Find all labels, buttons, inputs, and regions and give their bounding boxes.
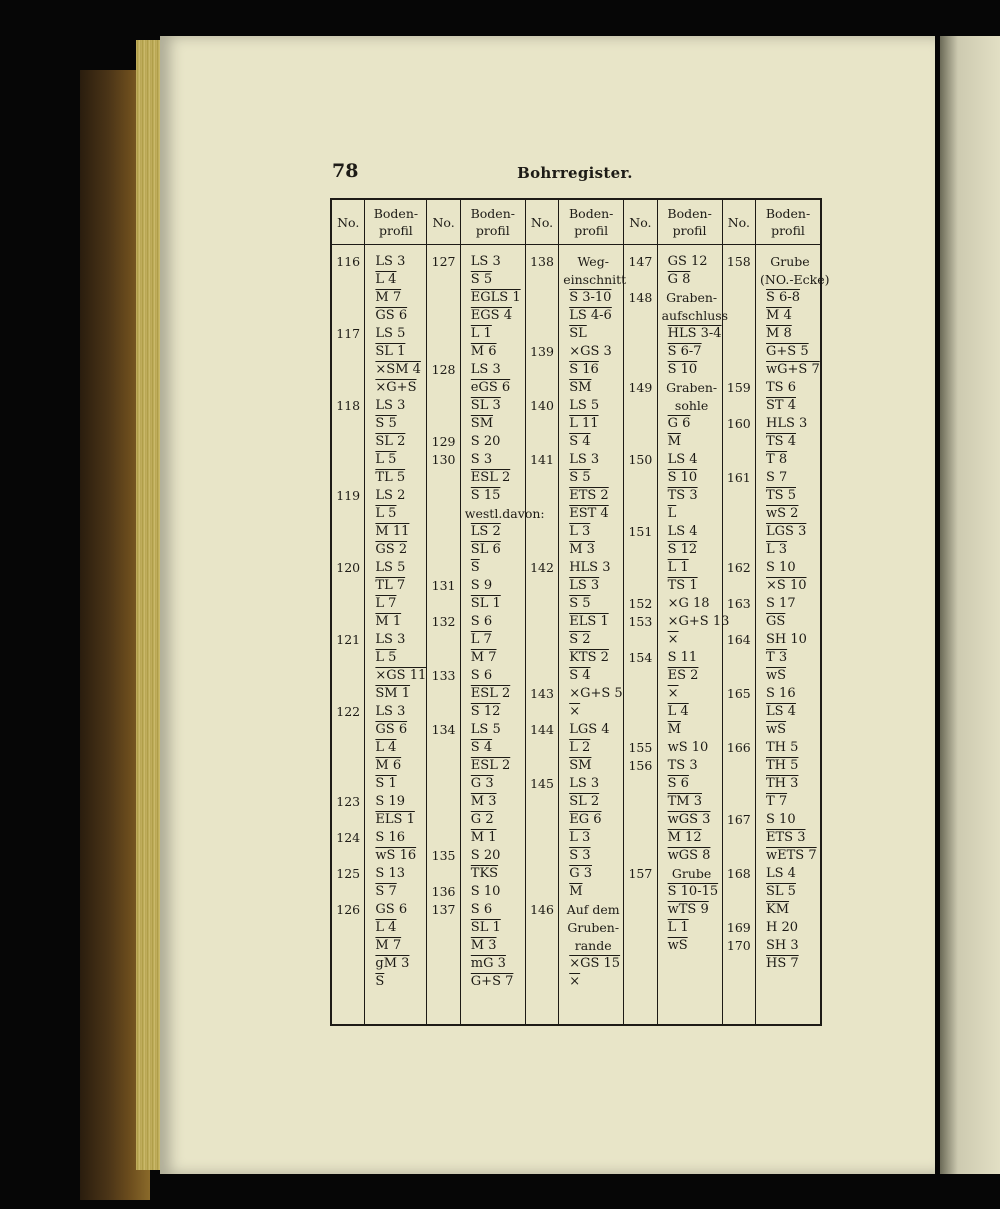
- profile-line: L 4: [667, 704, 689, 719]
- profile-line: EGS 4: [470, 308, 512, 323]
- profile-line: ST 4: [766, 398, 796, 413]
- profile-line: GS 2: [375, 542, 408, 557]
- profile-line: S 4: [470, 740, 493, 755]
- profile-line: SL 3: [470, 398, 501, 413]
- entry-number: 121: [336, 632, 361, 647]
- profile-line: ×: [667, 686, 679, 701]
- profile-line: wGS 8: [667, 848, 711, 863]
- profile-line: S 6: [470, 902, 493, 917]
- entry-number: 133: [431, 668, 456, 683]
- profile-line: $\overline{wS}$: [667, 938, 688, 953]
- profile-line: LS 3: [569, 578, 600, 593]
- profile-line: Grube: [770, 254, 810, 269]
- profile-line: S 10-15: [667, 884, 719, 899]
- profile-line: HLS 3-4: [667, 326, 722, 341]
- entry-number: 139: [530, 344, 554, 359]
- profile-line: LGS 3: [766, 524, 807, 539]
- profile-line: S 20: [470, 434, 501, 449]
- profile-line: S 16: [375, 830, 405, 845]
- entry-number: 135: [431, 848, 456, 863]
- entry-number: 160: [726, 416, 751, 431]
- profile-line: SL 1: [375, 344, 406, 359]
- number-column-header: No.: [526, 200, 558, 245]
- profile-line: S 16: [569, 362, 599, 377]
- profile-line: GS 12: [667, 254, 708, 269]
- profile-line: M 6: [470, 344, 497, 359]
- profile-line: $\overline{L}$: [667, 506, 677, 521]
- profile-line: L 3: [569, 830, 591, 845]
- profile-line: LS 3: [470, 254, 501, 269]
- profile-line: $\overline{SM}$: [569, 380, 592, 395]
- profile-line: S 15: [470, 488, 501, 503]
- profile-line: SM 1: [375, 686, 411, 701]
- profile-line: LS 5: [375, 326, 406, 341]
- profile-line: sohle: [674, 398, 709, 413]
- profile-line: S 10: [766, 560, 796, 575]
- profile-line: Auf dem: [566, 902, 620, 917]
- number-column-header: No.: [332, 200, 364, 245]
- profile-line: $\overline{SM}$: [569, 758, 592, 773]
- entry-number: 162: [726, 560, 751, 575]
- entry-number: 158: [726, 254, 751, 269]
- profile-line: SL 5: [766, 884, 796, 899]
- entry-number: 154: [628, 650, 653, 665]
- profile-line: LS 4: [766, 704, 796, 719]
- profile-line: L 4: [375, 740, 397, 755]
- number-column: [723, 200, 756, 1024]
- entry-number: 132: [431, 614, 456, 629]
- entry-number: 123: [336, 794, 361, 809]
- profile-line: M 6: [375, 758, 402, 773]
- profile-line: T 3: [766, 650, 788, 665]
- profile-line: S 7: [766, 470, 788, 485]
- profile-line: eGS 6: [470, 380, 511, 395]
- profile-line: LS 3: [375, 398, 406, 413]
- number-column-header: No.: [723, 200, 755, 245]
- profile-line: TS 3: [667, 488, 698, 503]
- entry-number: 151: [628, 524, 653, 539]
- profile-line: Graben-: [666, 290, 718, 305]
- profile-line: LS 2: [470, 524, 501, 539]
- profile-line: S 5: [470, 272, 493, 287]
- entry-number: 128: [431, 362, 456, 377]
- number-column: [427, 200, 460, 1024]
- profile-line: L 1: [667, 920, 689, 935]
- profile-line: M 3: [569, 542, 595, 557]
- entry-number: 119: [336, 488, 361, 503]
- profile-line: M 7: [470, 650, 497, 665]
- entry-number: 118: [336, 398, 361, 413]
- profile-line: LS 3: [569, 776, 600, 791]
- entry-number: 134: [431, 722, 456, 737]
- profile-column: [658, 200, 730, 1024]
- profile-line: TL 5: [375, 470, 406, 485]
- entry-number: 168: [726, 866, 751, 881]
- profile-line: ×S 10: [766, 578, 807, 593]
- number-column-header: No.: [624, 200, 656, 245]
- profile-line: LS 2: [375, 488, 406, 503]
- profile-line: S 13: [375, 866, 405, 881]
- profile-line: ELS 1: [569, 614, 609, 629]
- profile-line: M 7: [375, 938, 402, 953]
- number-column: [624, 200, 657, 1024]
- profile-line: Weg-: [577, 254, 609, 269]
- profile-line: GS 6: [375, 902, 408, 917]
- page-stack: [136, 40, 162, 1170]
- profile-line: TS 5: [766, 488, 796, 503]
- profile-line: ETS 3: [766, 830, 806, 845]
- profile-line: M 4: [766, 308, 792, 323]
- entry-number: 137: [431, 902, 456, 917]
- profile-line: $\overline{wS}$: [766, 668, 787, 683]
- profile-line: ×GS 15: [569, 956, 621, 971]
- bohrregister-table: [330, 198, 830, 1026]
- profile-line: SL 1: [470, 920, 501, 935]
- profile-line: T 8: [766, 452, 788, 467]
- profile-line: M 3: [470, 938, 497, 953]
- entry-number: 164: [726, 632, 751, 647]
- profile-line: gM 3: [375, 956, 410, 971]
- number-column-header: No.: [427, 200, 459, 245]
- profile-line: L 2: [569, 740, 591, 755]
- profile-line: EST 4: [569, 506, 609, 521]
- profile-line: S 9: [470, 578, 493, 593]
- profile-line: S 6: [470, 614, 493, 629]
- profile-line: ×GS 3: [569, 344, 612, 359]
- entry-number: 131: [431, 578, 456, 593]
- profile-column-header: Boden- profil: [461, 200, 525, 245]
- profile-line: L 4: [375, 920, 397, 935]
- profile-line: TS 3: [667, 758, 698, 773]
- profile-line: EG 6: [569, 812, 602, 827]
- profile-line: HLS 3: [766, 416, 808, 431]
- profile-line: TS 6: [766, 380, 796, 395]
- entry-number: 136: [431, 884, 456, 899]
- entry-number: 170: [726, 938, 751, 953]
- entry-number: 167: [726, 812, 751, 827]
- profile-line: S 4: [569, 668, 591, 683]
- profile-line: TL 7: [375, 578, 406, 593]
- profile-line: S 3-10: [569, 290, 612, 305]
- profile-line: TH 3: [766, 776, 799, 791]
- entry-number: 146: [530, 902, 554, 917]
- profile-line: ×G+S: [375, 380, 417, 395]
- profile-column-header: Boden- profil: [756, 200, 820, 245]
- entry-number: 122: [336, 704, 361, 719]
- page-number: 78: [332, 160, 359, 182]
- profile-line: T 7: [766, 794, 788, 809]
- profile-line: S 10: [667, 470, 698, 485]
- profile-line: $\overline{S}$: [375, 974, 385, 989]
- profile-line: $\overline{M}$: [569, 884, 583, 899]
- entry-number: 145: [530, 776, 554, 791]
- profile-column: [365, 200, 427, 1024]
- entry-number: 124: [336, 830, 361, 845]
- entry-number: 140: [530, 398, 554, 413]
- profile-line: M 1: [470, 830, 497, 845]
- profile-line: LS 3: [569, 452, 600, 467]
- profile-line: $\overline{M}$: [667, 434, 681, 449]
- profile-line: $\overline{TKS}$: [470, 866, 499, 881]
- entry-number: 147: [628, 254, 653, 269]
- number-column: [332, 200, 365, 1024]
- profile-line: G 3: [470, 776, 494, 791]
- profile-line: $\overline{SL}$: [569, 326, 587, 341]
- profile-line: S 19: [375, 794, 405, 809]
- entry-number: 150: [628, 452, 653, 467]
- profile-line: L 3: [569, 524, 591, 539]
- entry-number: 161: [726, 470, 751, 485]
- profile-line: S 11: [667, 650, 698, 665]
- entry-number: 117: [336, 326, 361, 341]
- entry-number: 138: [530, 254, 554, 269]
- profile-line: L 7: [470, 632, 492, 647]
- profile-line: S 3: [470, 452, 493, 467]
- profile-line: SL 6: [470, 542, 501, 557]
- profile-line: LS 3: [375, 704, 406, 719]
- entry-number: 127: [431, 254, 456, 269]
- profile-line: mG 3: [470, 956, 506, 971]
- profile-line: wS 16: [375, 848, 417, 863]
- profile-line: Graben-: [666, 380, 718, 395]
- profile-column: [559, 200, 627, 1024]
- entry-number: 129: [431, 434, 456, 449]
- profile-line: KTS 2: [569, 650, 609, 665]
- entry-number: 156: [628, 758, 653, 773]
- profile-line: S 10: [470, 884, 501, 899]
- profile-line: L 5: [375, 452, 397, 467]
- profile-line: ×SM 4: [375, 362, 421, 377]
- profile-line: ×GS 11: [375, 668, 427, 683]
- profile-line: TM 3: [667, 794, 702, 809]
- profile-line: S 17: [766, 596, 796, 611]
- profile-line: S 16: [766, 686, 796, 701]
- profile-line: ELS 1: [375, 812, 415, 827]
- profile-line: $\overline{S}$: [470, 560, 480, 575]
- entry-number: 116: [336, 254, 361, 269]
- profile-line: G+S 5: [766, 344, 809, 359]
- profile-line: HS 7: [766, 956, 799, 971]
- profile-line: TH 5: [766, 740, 799, 755]
- profile-line: SH 10: [766, 632, 807, 647]
- profile-line: G 3: [569, 866, 592, 881]
- profile-line: G 6: [667, 416, 691, 431]
- facing-page-edge: [940, 36, 1000, 1174]
- profile-line: LS 3: [375, 254, 406, 269]
- profile-line: $\overline{M}$: [667, 722, 681, 737]
- profile-column-header: Boden- profil: [365, 200, 426, 245]
- profile-line: S 7: [375, 884, 397, 899]
- profile-line: LS 5: [375, 560, 406, 575]
- entry-number: 153: [628, 614, 653, 629]
- profile-line: L 4: [375, 272, 397, 287]
- profile-line: wG+S 7: [766, 362, 820, 377]
- page-header: Bohrregister.: [517, 164, 633, 182]
- profile-line: TS 1: [667, 578, 698, 593]
- profile-line: S 6-8: [766, 290, 800, 305]
- profile-line: S 20: [470, 848, 501, 863]
- profile-line: SL 2: [569, 794, 600, 809]
- entry-number: 166: [726, 740, 751, 755]
- profile-line: ×G+S 5: [569, 686, 623, 701]
- profile-line: GS 6: [375, 308, 408, 323]
- profile-column: [756, 200, 830, 1024]
- entry-number: 130: [431, 452, 456, 467]
- profile-line: ×: [569, 704, 581, 719]
- entry-number: 126: [336, 902, 361, 917]
- profile-line: ×G+S 13: [667, 614, 730, 629]
- profile-line: wTS 9: [667, 902, 709, 917]
- profile-line: H 20: [766, 920, 799, 935]
- profile-line: ESL 2: [470, 758, 511, 773]
- profile-line: ESL 2: [470, 470, 511, 485]
- profile-line: S 12: [470, 704, 501, 719]
- profile-line: M 1: [375, 614, 402, 629]
- profile-line: SL 1: [470, 596, 501, 611]
- entry-number: 157: [628, 866, 653, 881]
- entry-number: 148: [628, 290, 653, 305]
- profile-line: L 7: [375, 596, 397, 611]
- profile-line: S 6: [470, 668, 493, 683]
- profile-line: M 7: [375, 290, 402, 305]
- profile-line: rande: [574, 938, 612, 953]
- profile-line: Gruben-: [567, 920, 620, 935]
- profile-line: S 12: [667, 542, 698, 557]
- entry-number: 169: [726, 920, 751, 935]
- profile-line: ×: [569, 974, 581, 989]
- profile-line: HLS 3: [569, 560, 611, 575]
- profile-line: wS 2: [766, 506, 799, 521]
- profile-line: ES 2: [667, 668, 699, 683]
- profile-line: wETS 7: [766, 848, 817, 863]
- entry-number: 149: [628, 380, 653, 395]
- profile-line: L 1: [470, 326, 492, 341]
- profile-line: $\overline{wS}$: [766, 722, 787, 737]
- profile-line: SL 2: [375, 434, 406, 449]
- entry-number: 120: [336, 560, 361, 575]
- profile-line: GS 6: [375, 722, 408, 737]
- profile-line: ×G 18: [667, 596, 710, 611]
- profile-line: TH 5: [766, 758, 799, 773]
- profile-line: M 11: [375, 524, 410, 539]
- profile-line: M 12: [667, 830, 702, 845]
- profile-line: G+S 7: [470, 974, 514, 989]
- profile-line: S 4: [569, 434, 591, 449]
- profile-line: L 5: [375, 506, 397, 521]
- profile-line: S 5: [569, 596, 591, 611]
- profile-line: EGLS 1: [470, 290, 521, 305]
- profile-line: S 5: [569, 470, 591, 485]
- profile-line: $\overline{KM}$: [766, 902, 790, 917]
- profile-line: G 2: [470, 812, 494, 827]
- profile-line: S 6-7: [667, 344, 702, 359]
- profile-line: ESL 2: [470, 686, 511, 701]
- entry-number: 155: [628, 740, 653, 755]
- profile-line: S 5: [375, 416, 397, 431]
- profile-line: G 8: [667, 272, 691, 287]
- entry-number: 159: [726, 380, 751, 395]
- profile-line: westl.davon:: [464, 506, 545, 521]
- profile-line: L 1: [667, 560, 689, 575]
- profile-line: S 3: [569, 848, 591, 863]
- profile-line: M 3: [470, 794, 497, 809]
- profile-line: $\overline{SM}$: [470, 416, 494, 431]
- profile-line: M 8: [766, 326, 792, 341]
- entry-number: 141: [530, 452, 554, 467]
- profile-line: S 10: [667, 362, 698, 377]
- profile-line: ×: [667, 632, 679, 647]
- entry-number: 163: [726, 596, 751, 611]
- profile-line: LGS 4: [569, 722, 610, 737]
- profile-column-header: Boden- profil: [658, 200, 722, 245]
- profile-line: (NO.-Ecke): [760, 272, 830, 287]
- profile-line: LS 4-6: [569, 308, 612, 323]
- profile-line: L 5: [375, 650, 397, 665]
- profile-line: SH 3: [766, 938, 799, 953]
- profile-line: LS 3: [375, 632, 406, 647]
- entry-number: 144: [530, 722, 554, 737]
- number-column: [526, 200, 559, 1024]
- profile-line: wS 10: [667, 740, 709, 755]
- entry-number: 142: [530, 560, 554, 575]
- profile-line: LS 3: [470, 362, 501, 377]
- profile-line: S 1: [375, 776, 397, 791]
- profile-line: L 3: [766, 542, 788, 557]
- profile-line: LS 5: [470, 722, 501, 737]
- profile-line: LS 4: [667, 452, 698, 467]
- profile-line: S 10: [766, 812, 796, 827]
- profile-line: S 6: [667, 776, 689, 791]
- profile-line: L 11: [569, 416, 599, 431]
- entry-number: 125: [336, 866, 361, 881]
- entry-number: 165: [726, 686, 751, 701]
- profile-line: S 2: [569, 632, 591, 647]
- profile-line: wGS 3: [667, 812, 711, 827]
- profile-line: TS 4: [766, 434, 796, 449]
- entry-number: 143: [530, 686, 554, 701]
- profile-line: $\overline{GS}$: [766, 614, 786, 629]
- profile-line: Grube: [671, 866, 712, 881]
- profile-line: LS 5: [569, 398, 600, 413]
- profile-line: ETS 2: [569, 488, 609, 503]
- profile-line: LS 4: [766, 866, 796, 881]
- profile-column-header: Boden- profil: [559, 200, 623, 245]
- entry-number: 152: [628, 596, 653, 611]
- profile-line: aufschluss: [661, 308, 729, 323]
- profile-line: LS 4: [667, 524, 698, 539]
- profile-line: einschnitt: [563, 272, 627, 287]
